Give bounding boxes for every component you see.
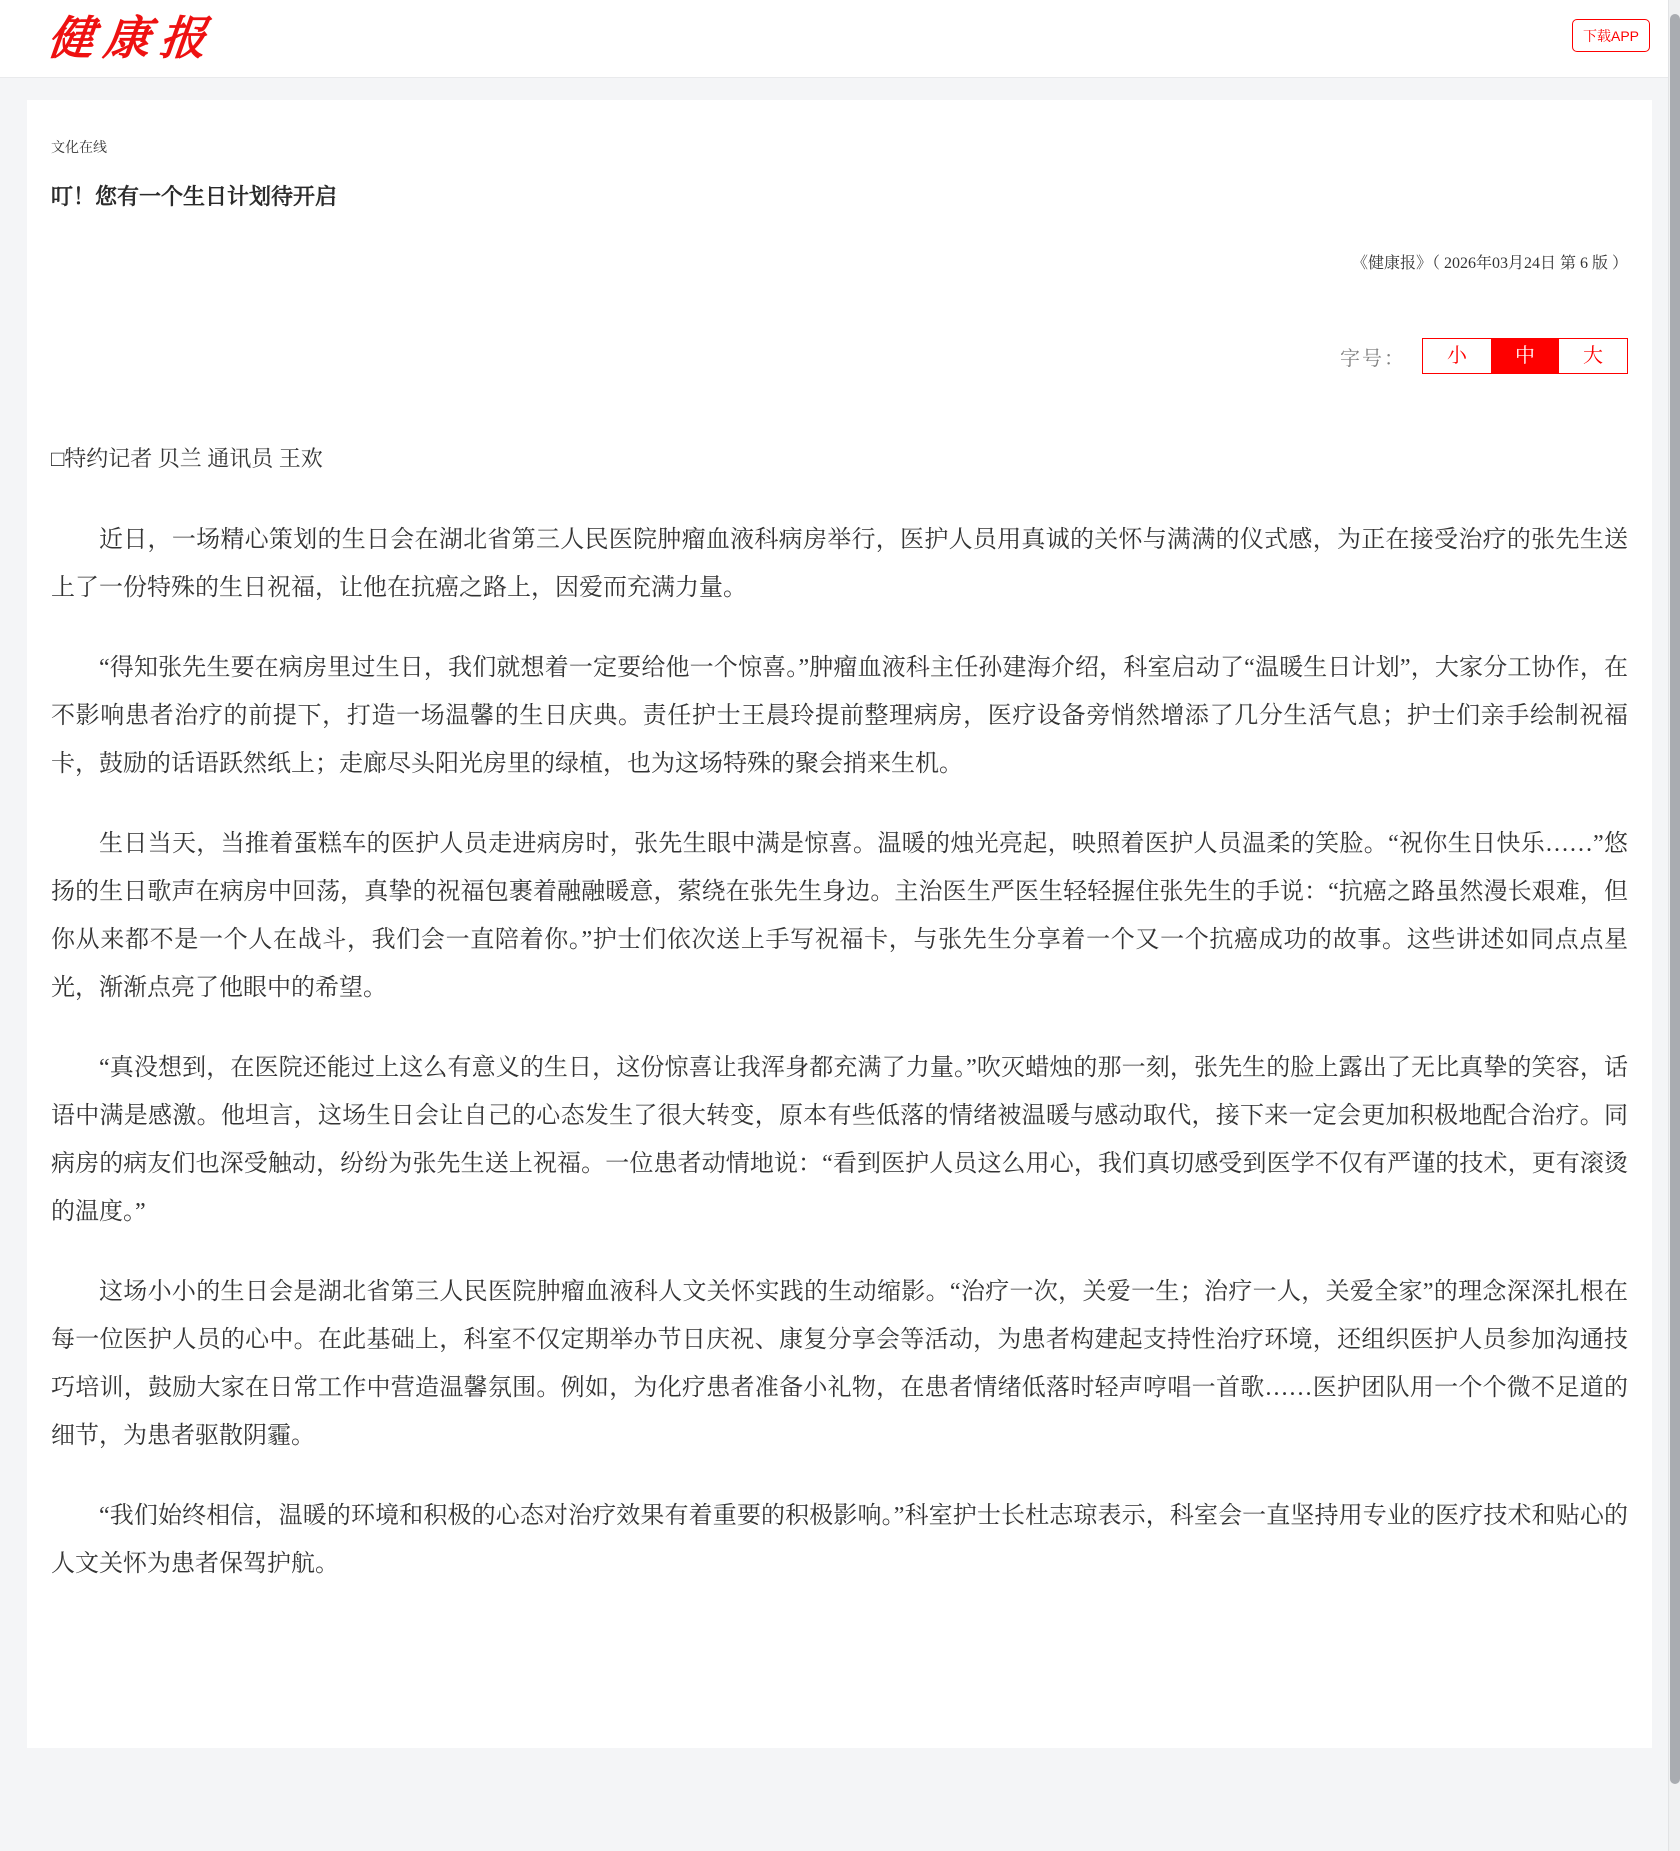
source-info: 《健康报》（ 2026年03月24日 第 6 版 ） <box>1351 255 1628 272</box>
article-card <box>27 100 1652 1748</box>
category-label: 文化在线 <box>51 139 107 155</box>
article-title: 叮！您有一个生日计划待开启 <box>51 184 338 209</box>
font-size-segmented-control <box>1422 338 1628 374</box>
paragraph-2: “得知张先生要在病房里过生日，我们就想着一定要给他一个惊喜。”肿瘤血液科主任孙建海介绍，科室启动了“温暖生日计划”，大家分工协作，在不影响患者治疗的前提下，打造一场温馨的生日庆典。责任护士王晨玲提前整理病房，医疗设备旁悄然增添了几分生活气息；护士们亲手绘制祝福卡，鼓励的话语跃然纸上；走廊尽头阳光房里的绿植，也为这场特殊的聚会捎来生机。 <box>51 655 1628 777</box>
paragraph-3: 生日当天，当推着蛋糕车的医护人员走进病房时，张先生眼中满是惊喜。温暖的烛光亮起，映照着医护人员温柔的笑脸。“祝你生日快乐……”悠扬的生日歌声在病房中回荡，真挚的祝福包裹着融融暖意，萦绕在张先生身边。主治医生严医生轻轻握住张先生的手说：“抗癌之路虽然漫长艰难，但你从来都不是一个人在战斗，我们会一直陪着你。”护士们依次送上手写祝福卡，与张先生分享着一个又一个抗癌成功的故事。这些讲述如同点点星光，渐渐点亮了他眼中的希望。 <box>51 831 1628 1001</box>
font-size-control <box>51 338 1628 374</box>
source-row <box>51 254 1628 274</box>
font-size-label: 字号： <box>1340 347 1406 370</box>
font-size-medium-button[interactable]: 中 <box>1491 339 1559 373</box>
page-background <box>0 78 1680 1851</box>
download-app-button[interactable]: 下载APP <box>1572 19 1650 52</box>
byline: □特约记者 贝兰 通讯员 王欢 <box>51 446 323 471</box>
article-body <box>51 516 1628 1588</box>
scrollbar-track[interactable] <box>1668 0 1680 1851</box>
site-header <box>0 0 1680 78</box>
paragraph-4: “真没想到，在医院还能过上这么有意义的生日，这份惊喜让我浑身都充满了力量。”吹灭蜡烛的那一刻，张先生的脸上露出了无比真挚的笑容，话语中满是感激。他坦言，这场生日会让自己的心态发生了很大转变，原本有些低落的情绪被温暖与感动取代，接下来一定会更加积极地配合治疗。同病房的病友们也深受触动，纷纷为张先生送上祝福。一位患者动情地说：“看到医护人员这么用心，我们真切感受到医学不仅有严谨的技术，更有滚烫的温度。” <box>51 1055 1628 1225</box>
paragraph-5: 这场小小的生日会是湖北省第三人民医院肿瘤血液科人文关怀实践的生动缩影。“治疗一次，关爱一生；治疗一人，关爱全家”的理念深深扎根在每一位医护人员的心中。在此基础上，科室不仅定期举办节日庆祝、康复分享会等活动，为患者构建起支持性治疗环境，还组织医护人员参加沟通技巧培训，鼓励大家在日常工作中营造温馨氛围。例如，为化疗患者准备小礼物，在患者情绪低落时轻声哼唱一首歌……医护团队用一个个微不足道的细节，为患者驱散阴霾。 <box>51 1279 1628 1449</box>
font-size-large-button[interactable]: 大 <box>1559 339 1627 373</box>
paragraph-6: “我们始终相信，温暖的环境和积极的心态对治疗效果有着重要的积极影响。”科室护士长杜志琼表示，科室会一直坚持用专业的医疗技术和贴心的人文关怀为患者保驾护航。 <box>51 1503 1628 1577</box>
scrollbar-thumb[interactable] <box>1670 14 1680 1784</box>
paragraph-1: 近日，一场精心策划的生日会在湖北省第三人民医院肿瘤血液科病房举行，医护人员用真诚的关怀与满满的仪式感，为正在接受治疗的张先生送上了一份特殊的生日祝福，让他在抗癌之路上，因爱而充满力量。 <box>51 527 1628 601</box>
font-size-small-button[interactable]: 小 <box>1423 339 1491 373</box>
site-logo[interactable]: 健康报 <box>45 11 219 65</box>
